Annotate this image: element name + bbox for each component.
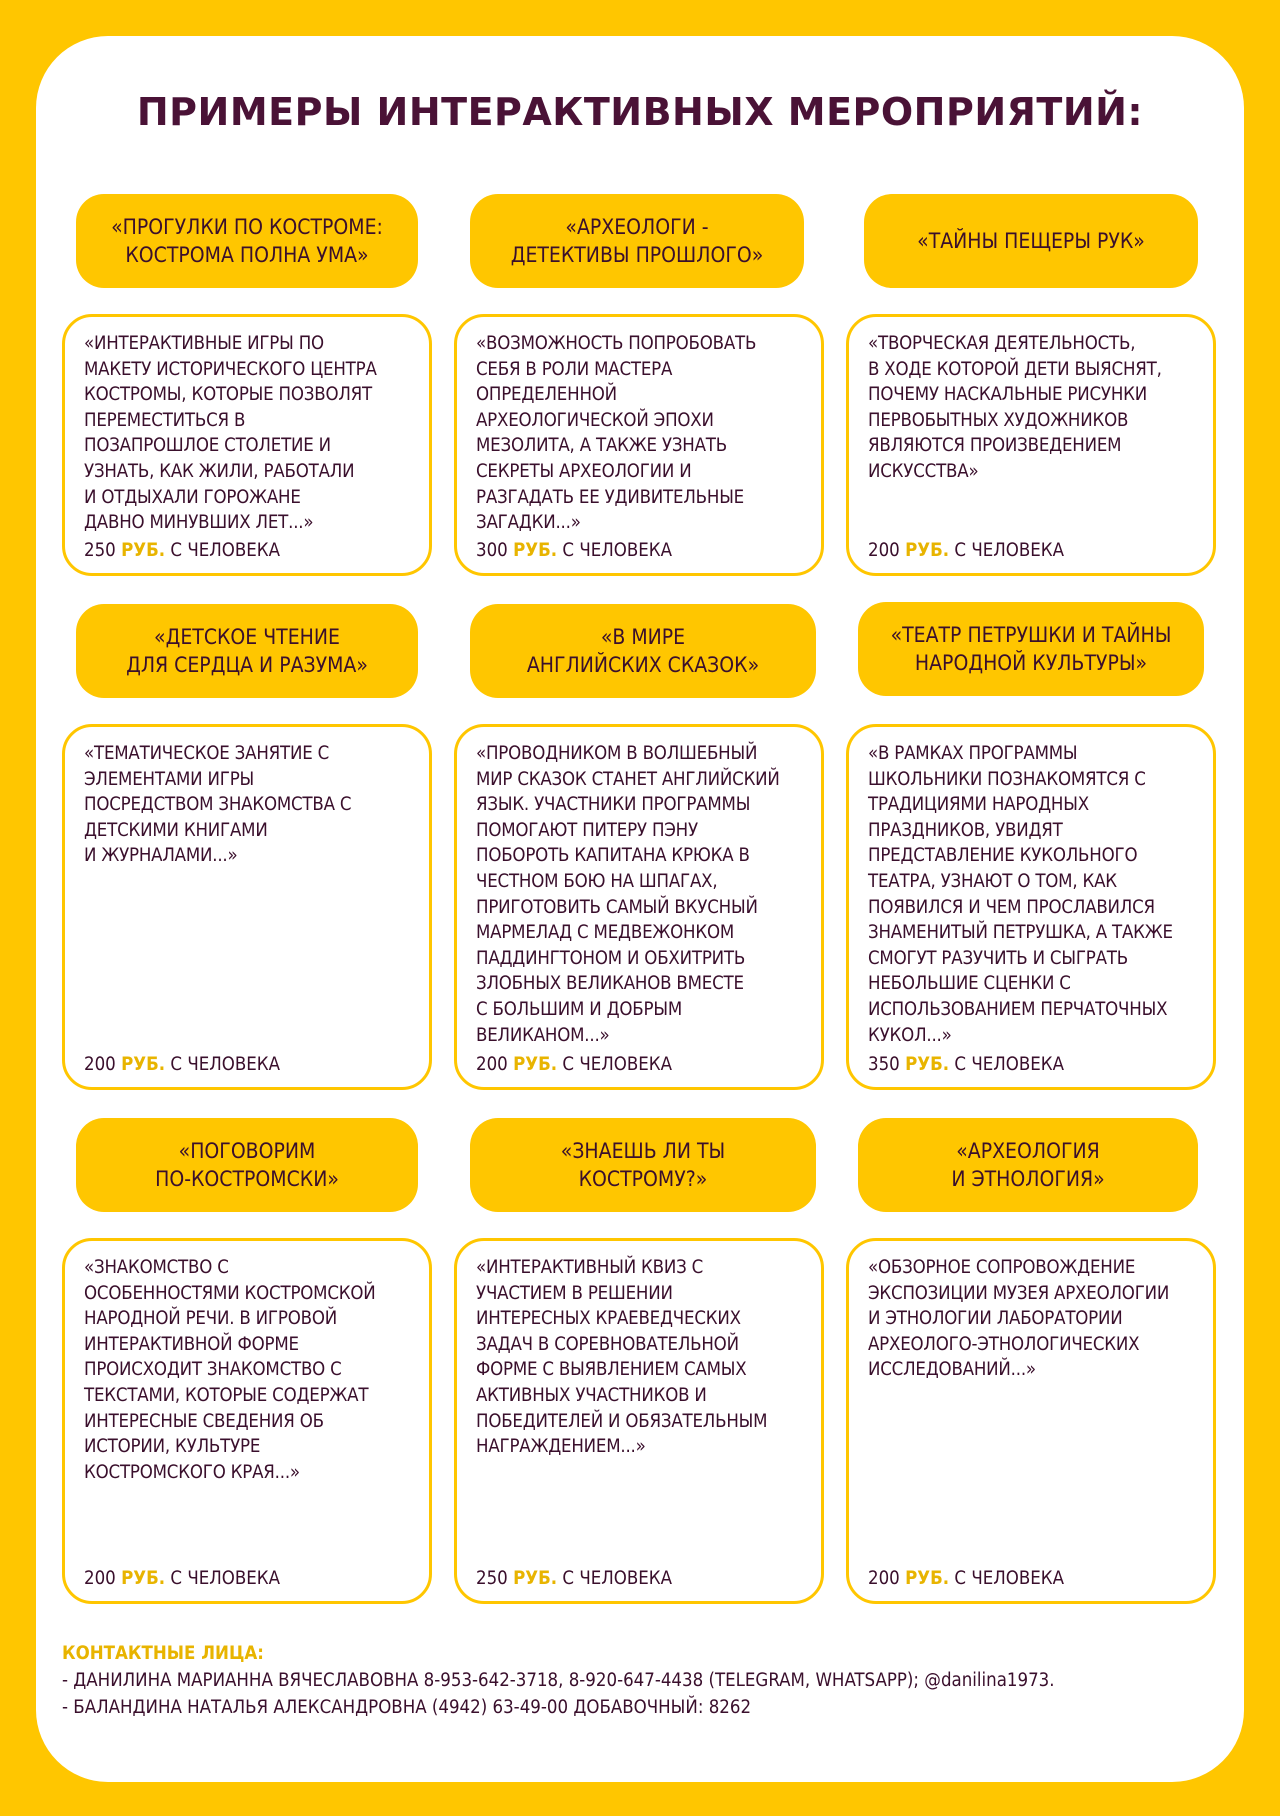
event-price-9: 200 РУБ. С ЧЕЛОВЕКА [868, 1568, 1064, 1589]
event-card-6 [846, 724, 1216, 1090]
event-title-5: «В МИРЕ АНГЛИЙСКИХ СКАЗОК» [470, 604, 816, 698]
event-title-8: «ЗНАЕШЬ ЛИ ТЫ КОСТРОМУ?» [470, 1118, 816, 1212]
event-price-7: 200 РУБ. С ЧЕЛОВЕКА [84, 1568, 280, 1589]
event-description-5: «ПРОВОДНИКОМ В ВОЛШЕБНЫЙ МИР СКАЗОК СТАНЕТ АНГЛИЙСКИЙ ЯЗЫК. УЧАСТНИКИ ПРОГРАММЫ ПОМОГАЮТ ПИТЕРУ ПЭНУ ПОБОРОТЬ КАПИТАНА КРЮКА В ЧЕСТНОМ БОЮ НА ШПАГАХ, ПРИГОТОВИТЬ САМЫЙ ВКУСНЫЙ МАРМЕЛАД С МЕДВЕЖОНКОМ ПАДДИНГТОНОМ И ОБХИТРИТЬ ЗЛОБНЫХ ВЕЛИКАНОВ ВМЕСТЕ С БОЛЬШИМ И ДОБРЫМ ВЕЛИКАНОМ...» [476, 743, 780, 1046]
event-card-5 [454, 724, 824, 1090]
event-price-2: 300 РУБ. С ЧЕЛОВЕКА [476, 540, 672, 561]
event-description-2: «ВОЗМОЖНОСТЬ ПОПРОБОВАТЬ СЕБЯ В РОЛИ МАСТЕРА ОПРЕДЕЛЕННОЙ АРХЕОЛОГИЧЕСКОЙ ЭПОХИ МЕЗОЛИТА, А ТАКЖЕ УЗНАТЬ СЕКРЕТЫ АРХЕОЛОГИИ И РАЗГАДАТЬ ЕЕ УДИВИТЕЛЬНЫЕ ЗАГАДКИ...» [476, 333, 757, 534]
event-card-2 [454, 314, 824, 576]
event-price-3: 200 РУБ. С ЧЕЛОВЕКА [868, 540, 1064, 561]
event-price-1: 250 РУБ. С ЧЕЛОВЕКА [84, 540, 280, 561]
contact-line-1: - ДАНИЛИНА МАРИАННА ВЯЧЕСЛАВОВНА 8-953-642-3718, 8-920-647-4438 (TELEGRAM, WHATSAPP); @danilina1973. [62, 1670, 1055, 1691]
event-price-8: 250 РУБ. С ЧЕЛОВЕКА [476, 1568, 672, 1589]
event-description-1: «ИНТЕРАКТИВНЫЕ ИГРЫ ПО МАКЕТУ ИСТОРИЧЕСКОГО ЦЕНТРА КОСТРОМЫ, КОТОРЫЕ ПОЗВОЛЯТ ПЕРЕМЕСТИТЬСЯ В ПОЗАПРОШЛОЕ СТОЛЕТИЕ И УЗНАТЬ, КАК ЖИЛИ, РАБОТАЛИ И ОТДЫХАЛИ ГОРОЖАНЕ ДАВНО МИНУВШИХ ЛЕТ...» [84, 333, 377, 534]
event-price-5: 200 РУБ. С ЧЕЛОВЕКА [476, 1054, 672, 1075]
event-price-4: 200 РУБ. С ЧЕЛОВЕКА [84, 1054, 280, 1075]
event-card-7 [62, 1238, 432, 1604]
event-title-7: «ПОГОВОРИМ ПО-КОСТРОМСКИ» [76, 1118, 418, 1212]
page-title: ПРИМЕРЫ ИНТЕРАКТИВНЫХ МЕРОПРИЯТИЙ: [136, 90, 1144, 134]
event-title-6: «ТЕАТР ПЕТРУШКИ И ТАЙНЫ НАРОДНОЙ КУЛЬТУРЫ» [858, 602, 1204, 696]
contacts-heading: КОНТАКТНЫЕ ЛИЦА: [62, 1643, 264, 1664]
contact-line-2: - БАЛАНДИНА НАТАЛЬЯ АЛЕКСАНДРОВНА (4942) 63-49-00 ДОБАВОЧНЫЙ: 8262 [62, 1697, 752, 1718]
event-title-4: «ДЕТСКОЕ ЧТЕНИЕ ДЛЯ СЕРДЦА И РАЗУМА» [76, 604, 418, 698]
event-card-1 [62, 314, 432, 576]
event-description-3: «ТВОРЧЕСКАЯ ДЕЯТЕЛЬНОСТЬ, В ХОДЕ КОТОРОЙ ДЕТИ ВЫЯСНЯТ, ПОЧЕМУ НАСКАЛЬНЫЕ РИСУНКИ ПЕРВОБЫТНЫХ ХУДОЖНИКОВ ЯВЛЯЮТСЯ ПРОИЗВЕДЕНИЕМ ИСКУССТВА» [868, 333, 1162, 482]
event-title-1: «ПРОГУЛКИ ПО КОСТРОМЕ: КОСТРОМА ПОЛНА УМА» [76, 194, 418, 288]
event-price-6: 350 РУБ. С ЧЕЛОВЕКА [868, 1054, 1064, 1075]
event-description-9: «ОБЗОРНОЕ СОПРОВОЖДЕНИЕ ЭКСПОЗИЦИИ МУЗЕЯ АРХЕОЛОГИИ И ЭТНОЛОГИИ ЛАБОРАТОРИИ АРХЕОЛОГО-ЭТНОЛОГИЧЕСКИХ ИССЛЕДОВАНИЙ...» [868, 1257, 1170, 1381]
event-description-7: «ЗНАКОМСТВО С ОСОБЕННОСТЯМИ КОСТРОМСКОЙ НАРОДНОЙ РЕЧИ. В ИГРОВОЙ ИНТЕРАКТИВНОЙ ФОРМЕ ПРОИСХОДИТ ЗНАКОМСТВО С ТЕКСТАМИ, КОТОРЫЕ СОДЕРЖАТ ИНТЕРЕСНЫЕ СВЕДЕНИЯ ОБ ИСТОРИИ, КУЛЬТУРЕ КОСТРОМСКОГО КРАЯ...» [84, 1257, 376, 1483]
event-description-8: «ИНТЕРАКТИВНЫЙ КВИЗ С УЧАСТИЕМ В РЕШЕНИИ ИНТЕРЕСНЫХ КРАЕВЕДЧЕСКИХ ЗАДАЧ В СОРЕВНОВАТЕЛЬНОЙ ФОРМЕ С ВЫЯВЛЕНИЕМ САМЫХ АКТИВНЫХ УЧАСТНИКОВ И ПОБЕДИТЕЛЕЙ И ОБЯЗАТЕЛЬНЫМ НАГРАЖДЕНИЕМ...» [476, 1257, 768, 1458]
event-title-9: «АРХЕОЛОГИЯ И ЭТНОЛОГИЯ» [858, 1118, 1198, 1212]
event-title-3: «ТАЙНЫ ПЕЩЕРЫ РУК» [864, 194, 1198, 288]
event-title-2: «АРХЕОЛОГИ - ДЕТЕКТИВЫ ПРОШЛОГО» [470, 194, 804, 288]
contacts-section [62, 1640, 1055, 1721]
event-card-8 [454, 1238, 824, 1604]
event-card-9 [846, 1238, 1216, 1604]
event-card-4 [62, 724, 432, 1090]
event-description-4: «ТЕМАТИЧЕСКОЕ ЗАНЯТИЕ С ЭЛЕМЕНТАМИ ИГРЫ ПОСРЕДСТВОМ ЗНАКОМСТВА С ДЕТСКИМИ КНИГАМИ И ЖУРНАЛАМИ...» [84, 743, 352, 867]
event-description-6: «В РАМКАХ ПРОГРАММЫ ШКОЛЬНИКИ ПОЗНАКОМЯТСЯ С ТРАДИЦИЯМИ НАРОДНЫХ ПРАЗДНИКОВ, УВИДЯТ ПРЕДСТАВЛЕНИЕ КУКОЛЬНОГО ТЕАТРА, УЗНАЮТ О ТОМ, КАК ПОЯВИЛСЯ И ЧЕМ ПРОСЛАВИЛСЯ ЗНАМЕНИТЫЙ ПЕТРУШКА, А ТАКЖЕ СМОГУТ РАЗУЧИТЬ И СЫГРАТЬ НЕБОЛЬШИЕ СЦЕНКИ С ИСПОЛЬЗОВАНИЕМ ПЕРЧАТОЧНЫХ КУКОЛ...» [868, 743, 1173, 1046]
event-card-3 [846, 314, 1216, 576]
